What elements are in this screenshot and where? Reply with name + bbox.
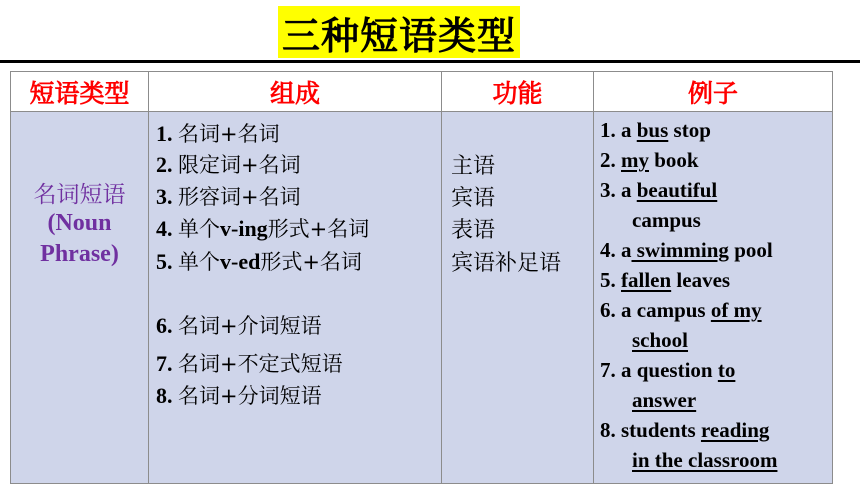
function-cell	[441, 111, 594, 484]
function-item-3: 表语	[451, 218, 496, 243]
header-type: 短语类型	[10, 71, 149, 112]
example-5: 5. fallen leaves	[600, 268, 731, 292]
function-item-1: 主语	[451, 154, 496, 179]
function-item-2: 宾语	[451, 186, 496, 211]
example-4: 4. a swimming pool	[600, 238, 773, 262]
example-6: 6. a campus of my	[600, 298, 762, 322]
example-7: 7. a question to	[600, 358, 736, 382]
composition-item-5: 5. 单个v-ed形式+名词	[156, 249, 362, 274]
type-cell	[10, 111, 149, 484]
example-6-cont: school	[632, 328, 689, 352]
header-composition: 组成	[148, 71, 442, 112]
composition-item-7: 7. 名词+不定式短语	[156, 351, 343, 376]
example-7-cont: answer	[632, 388, 697, 412]
header-function: 功能	[441, 71, 594, 112]
header-examples: 例子	[593, 71, 833, 112]
example-3: 3. a beautiful	[600, 178, 718, 202]
example-2: 2. my book	[600, 148, 699, 172]
example-8-cont: in the classroom	[632, 448, 778, 472]
type-name-en	[11, 208, 148, 270]
composition-item-2: 2. 限定词+名词	[156, 152, 301, 177]
page-title: 三种短语类型	[281, 13, 516, 58]
composition-item-6: 6. 名词+介词短语	[156, 313, 322, 338]
example-3-cont: campus	[632, 208, 701, 232]
composition-item-3: 3. 形容词+名词	[156, 184, 301, 209]
composition-cell	[148, 111, 442, 484]
type-name-en-line1: (Noun	[47, 210, 112, 236]
title-banner	[278, 6, 520, 58]
type-name-cn: 名词短语	[33, 182, 126, 208]
examples-cell	[593, 111, 833, 484]
type-name-en-line2: Phrase)	[40, 241, 119, 267]
title-divider	[0, 60, 860, 63]
function-item-4: 宾语补足语	[451, 251, 562, 276]
composition-item-4: 4. 单个v-ing形式+名词	[156, 216, 370, 241]
example-8: 8. students reading	[600, 418, 770, 442]
example-1: 1. a bus stop	[600, 118, 711, 142]
composition-item-1: 1. 名词+名词	[156, 121, 280, 146]
composition-item-8: 8. 名词+分词短语	[156, 383, 322, 408]
